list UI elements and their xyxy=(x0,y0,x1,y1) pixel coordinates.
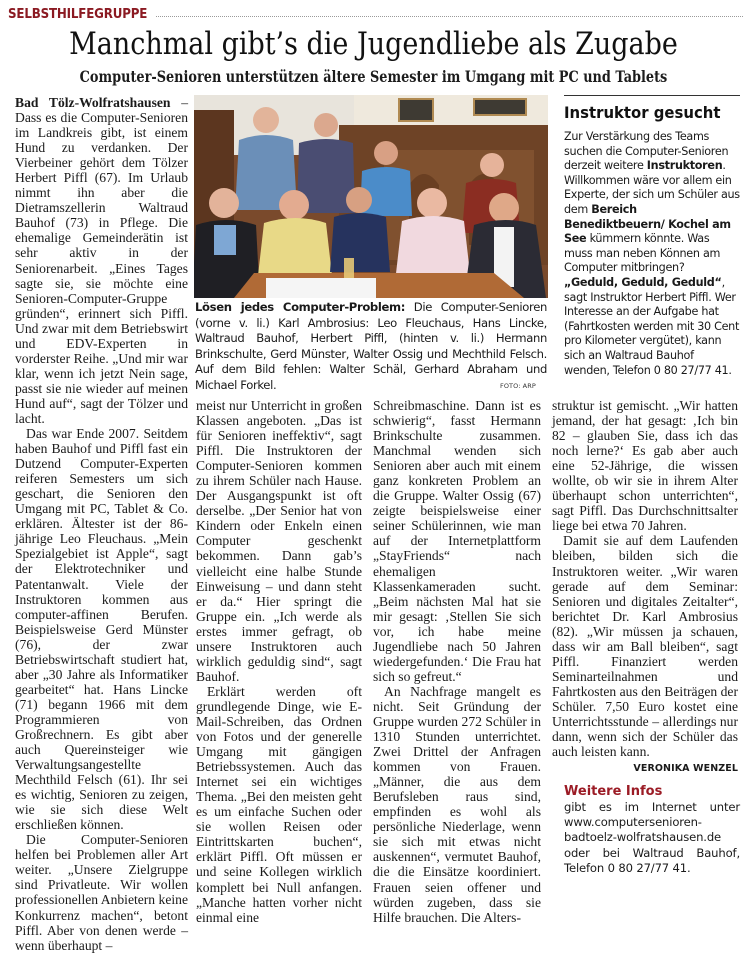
article-paragraph-1 xyxy=(15,95,188,426)
article-paragraph-3: Die Computer-Senioren helfen bei Problemen aller Art weiter. „Unsere Zielgruppe sind Privatleute. Wir wollen professionellen Anbietern keine Konkurrenz machen“, betont Piffl. Aber von denen werde – wenn überhaupt – xyxy=(15,832,188,953)
dateline: Bad Tölz-Wolfratshausen xyxy=(15,95,171,110)
article-column-3 xyxy=(373,398,541,925)
photo-credit: FOTO: ARP xyxy=(500,382,536,390)
box-text-bold: Bereich Benediktbeuern/ Kochel am See xyxy=(564,202,731,246)
instructor-wanted-box xyxy=(564,95,740,378)
group-photo-illustration xyxy=(194,95,548,298)
box-text-part: . Willkommen wäre vor allem ein Experte, der sich um Schüler aus dem xyxy=(564,159,740,216)
headline: Manchmal gibt’s die Jugendliebe als Zugabe xyxy=(69,26,678,62)
box-text-part: kümmern könnte. Was muss man neben Können am Computer mitbringen? xyxy=(564,232,721,275)
article-paragraph-9 xyxy=(552,533,738,775)
box-text-part: Zur Verstärkung des Teams suchen die Computer-Senioren derzeit weitere xyxy=(564,130,729,173)
paragraph-text: – Dass es die Computer-Senioren im Landkreis gibt, ist einem Hund zu verdanken. Der Vierbeiner gehört dem Tölzer Herbert Piffl (67). Im Urlaub nimmt ihn aber die Dietramszellerin Waltraud Bauhof (73) in Pflege. Die ehemalige Gemeinderätin ist sehr aktiv in der Seniorenarbeit. „Eines Tages sagte sie, sie möchte eine Senioren-Computer-Gruppe gründen“, erinnert sich Piffl. Und zwar mit dem Betriebswirt und EDV-Experten in vorderster Reihe. „Und mir war klar, wenn ich jetzt Nein sage, passt sie nie wieder auf meinen Hund auf“, sagt der Tölzer und lacht. xyxy=(15,95,188,426)
group-photo xyxy=(194,95,548,298)
subheadline: Computer-Senioren unterstützen ältere Semester im Umgang mit PC und Tablets xyxy=(79,67,668,86)
article-paragraph-2: Das war Ende 2007. Seitdem haben Bauhof und Piffl fast ein Dutzend Computer-Experten reiferen Semesters um sich geschart, die Senioren den Umgang mit PC, Tablet & Co. erklären. Ältester ist der 86-jährige Leo Fleuchaus. „Mein Spezialgebiet ist Apple“, sagt der Elektrotechniker und Patentanwalt. Viele der Instruktoren kommen aus computer-affinen Berufen. Beispielsweise Gerd Münster (76), der zwar Betriebswirtschaft studiert hat, aber „30 Jahre als Informatiker gearbeitet“ hat. Hans Lincke (71) begann 1966 mit dem Programmieren von Großrechnern. Es gibt aber auch Quereinsteiger wie Verwaltungsangestellte Mechthild Felsch (61). Ihr sei es wichtig, Senioren zu zeigen, wie sie sich diese Welt erschließen können. xyxy=(15,426,188,833)
further-info-title: Weitere Infos xyxy=(564,784,663,799)
box-text-bold: Instruktoren xyxy=(646,159,723,173)
caption-lead: Lösen jedes Computer-Problem: xyxy=(195,300,406,314)
byline: VERONIKA WENZEL xyxy=(633,763,738,775)
further-info-box xyxy=(564,783,740,876)
box-text-part: , sagt Instruktor Herbert Piffl. Wer Interesse an der Aufgabe hat (Fahrtkosten werden mit 30 Cent pro Kilometer vergütet), kann sich an Waltraud Bauhof wenden, Telefon 0 80 27/77 41. xyxy=(564,275,740,377)
article-paragraph-4: meist nur Unterricht in großen Klassen angeboten. „Das ist für Senioren ineffektiv“, sagt Piffl. Die Instruktoren der Computer-Senioren kommen zu ihrem Schüler nach Hause. Der Ausgangspunkt ist oft derselbe. „Der Senior hat von Kindern oder Enkeln einen Computer geschenkt bekommen. Dann gab’s vielleicht eine halbe Stunde Einweisung – und dann steht er da.“ Hier springt die Gruppe ein. „Ich werde als erstes immer gefragt, ob unsere Instruktoren auch wirklich geduldig sind“, sagt Bauhof. xyxy=(196,398,362,684)
kicker-dotted-rule xyxy=(156,15,743,17)
paragraph-text: Damit sie auf dem Laufenden bleiben, bilden sich die Instruktoren weiter. „Wir waren gerade auf dem Seminar: Senioren und digitales Zeitalter“, berichtet Dr. Karl Ambrosius (82). „Wir müssen ja schauen, dass wir am Ball bleiben“, sagt Piffl. Finanziert werden Seminarteilnahmen und Fahrtkosten aus den Beiträgen der Schüler. 7,50 Euro kostet eine Unterrichtsstunde – allerdings nur dann, wenn sich der Schüler das auch leisten kann. xyxy=(552,533,738,760)
section-kicker: SELBSTHILFEGRUPPE xyxy=(8,6,148,22)
box-title: Instruktor gesucht xyxy=(564,103,721,122)
box-text xyxy=(564,130,740,378)
article-paragraph-5: Erklärt werden oft grundlegende Dinge, wie E-Mail-Schreiben, das Ordnen von Fotos und der generelle Umgang mit gängigen Betriebssystemen. Auch das Internet sei ein wichtiges Thema. „Bei den meisten geht es um einfache Suchen oder sie wollen Reisen oder Eintrittskarten buchen“, erklärt Piffl. Oft müssen er und seine Kollegen wirklich komplett bei Null anfangen. „Manche hatten vorher nicht einmal eine xyxy=(196,683,362,925)
box-text-bold: „Geduld, Geduld, Geduld“ xyxy=(564,275,722,289)
article-column-1 xyxy=(15,95,188,953)
article-paragraph-6: Schreibmaschine. Dann ist es schwierig“, fasst Hermann Brinkschulte zusammen. Manchmal wenden sich Senioren aber auch mit einem ganz konkreten Problem an die Gruppe. Walter Ossig (67) zeigte beispielsweise einer seiner Schülerinnen, wie man auf der Internetplattform „StayFriends“ nach ehemaligen Klassenkameraden sucht. „Beim nächsten Mal hat sie mir gesagt: ‚Stellen Sie sich vor, ich habe meine Jugendliebe nach 50 Jahren wiedergefunden.‘ Die Frau hat sich so gefreut.“ xyxy=(373,398,541,684)
article-column-2 xyxy=(196,398,362,925)
article-paragraph-8: struktur ist gemischt. „Wir hatten jemand, der hat gesagt: ‚Ich bin 82 – glauben Sie, dass ich das noch lerne?‘ Es gab aber auch eine 52-Jährige, die wissen wollte, ob wir sie in ihrem Alter überhaupt schon unterrichten“, sagt Piffl. Das Durchschnittsalter liege bei etwa 70 Jahren. xyxy=(552,398,738,534)
caption-text: Die Computer-Senioren (vorne v. li.) Karl Ambrosius: Leo Fleuchaus, Hans Lincke, Waltraud Bauhof, Herbert Piffl, (hinten v. li.) Hermann Brinkschulte, Gerd Münster, Walter Ossig und Mechthild Felsch. Auf dem Bild fehlen: Walter Schäl, Gerhard Abraham und Michael Forkel. xyxy=(195,300,547,392)
box-top-rule xyxy=(564,95,740,96)
further-info-text: gibt es im Internet unter www.computersenioren-badtoelz-wolfratshausen.de oder bei Waltraud Bauhof, Telefon 0 80 27/77 41. xyxy=(564,800,740,875)
article-column-4 xyxy=(552,398,738,776)
section-kicker-row xyxy=(8,4,743,24)
article-paragraph-7: An Nachfrage mangelt es nicht. Seit Gründung der Gruppe wurden 272 Schüler in 1310 Stunden unterrichtet. Zwei Drittel der Anfragen kommen von Frauen. „Männer, die aus dem Berufsleben raus sind, empfinden es wohl als persönliche Niederlage, wenn sie sich mit etwas nicht auskennen“, vermutet Bauhof, die die Einsätze koordiniert. Frauen seien offener und würden zugeben, dass sie Hilfe brauchen. Die Alters- xyxy=(373,683,541,925)
photo-caption xyxy=(195,300,547,394)
